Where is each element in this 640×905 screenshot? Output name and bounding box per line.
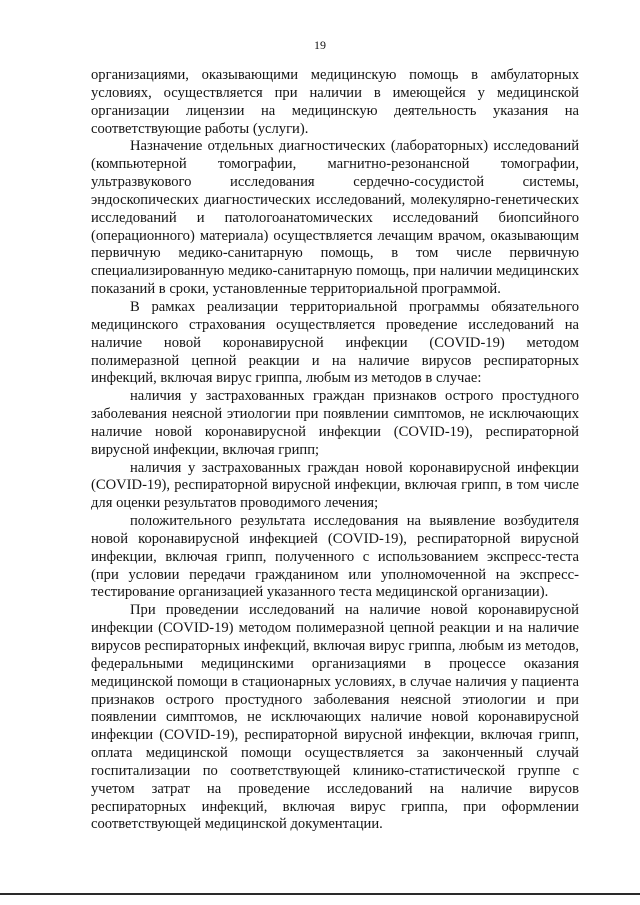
paragraph-case-infection: наличия у застрахованных граждан новой коронавирусной инфекции (COVID-19), респираторной вирусной инфекции, включая грипп, в том числе для оценки результатов проводимого лечения; [91,459,579,512]
paragraph-case-symptoms: наличия у застрахованных граждан признаков острого простудного заболевания неясной этиологии при появлении симптомов, не исключающих наличие новой коронавирусной инфекции (COVID-19), респираторной вирусной инфекции, включая грипп; [91,388,579,458]
paragraph-continuation: организациями, оказывающими медицинскую помощь в амбулаторных условиях, осуществляется при наличии в имеющейся у медицинской организации лицензии на медицинскую деятельность указания на соответствующие работы (услуги). [91,67,579,137]
paragraph-federal-hospital-payment: При проведении исследований на наличие новой коронавирусной инфекции (COVID-19) методом полимеразной цепной реакции и на наличие вирусов респираторных инфекций, включая вирус гриппа, любым из методов, федеральными медицинскими организациями в процессе оказания медицинской помощи в стационарных условиях, в случае наличия у пациента признаков острого простудного заболевания неясной этиологии и при появлении симптомов, не исключающих наличие новой коронавирусной инфекции (COVID-19), респираторной вирусной инфекции, включая грипп, оплата медицинской помощи осуществляется за законченный случай госпитализации по соответствующей клинико-статистической группе с учетом затрат на проведение исследований на наличие вирусов респираторных инфекций, включая вирус гриппа, при оформлении соответствующей медицинской документации. [91,602,579,833]
paragraph-diagnostic-assignment: Назначение отдельных диагностических (лабораторных) исследований (компьютерной томографии, магнитно-резонансной томографии, ультразвукового исследования сердечно-сосудистой системы, эндоскопических диагностических исследований, молекулярно-генетических исследований и патологоанатомических исследований биопсийного (операционного) материала) осуществляется лечащим врачом, оказывающим первичную медико-санитарную помощь, в том числе первичную специализированную медико-санитарную помощь, при наличии медицинских показаний в сроки, установленные территориальной программой. [91,138,579,298]
paragraph-case-express-test: положительного результата исследования на выявление возбудителя новой коронавирусной инфекцией (COVID-19), респираторной вирусной инфекции, включая грипп, полученного с использованием экспресс-теста (при условии передачи гражданином или уполномоченной на экспресс-тестирование организацией указанного теста медицинской организации). [91,513,579,601]
page-number: 19 [314,38,326,52]
document-body [91,67,579,834]
paragraph-covid-testing-intro: В рамках реализации территориальной программы обязательного медицинского страхования осуществляется проведение исследований на наличие новой коронавирусной инфекции (COVID-19) методом полимеразной цепной реакции и на наличие вирусов респираторных инфекций, включая вирус гриппа, любым из методов в случае: [91,298,579,387]
scan-bottom-edge [0,893,640,895]
